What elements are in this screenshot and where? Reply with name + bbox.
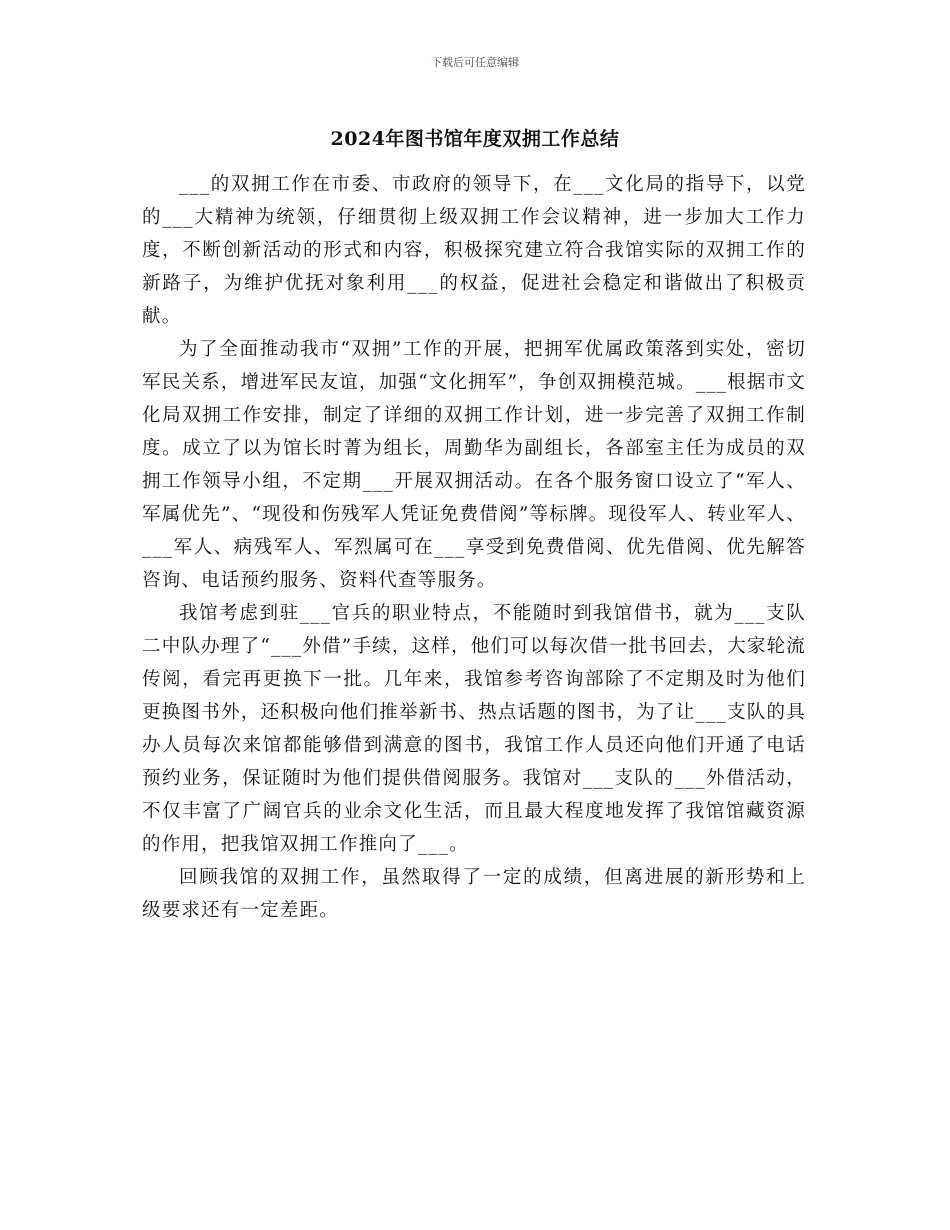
paragraph-3: 我馆考虑到驻___官兵的职业特点，不能随时到我馆借书，就为___支队二中队办理了“___外借”手续，这样，他们可以每次借一批书回去，大家轮流传阅，看完再更换下一批。几年来，我馆参考咨询部除了不定期及时为他们更换图书外，还积极向他们推举新书、热点话题的图书，为了让___支队的具办人员每次来馆都能够借到满意的图书，我馆工作人员还向他们开通了电话预约业务，保证随时为他们提供借阅服务。我馆对___支队的___外借活动，不仅丰富了广阔官兵的业余文化生活，而且最大程度地发挥了我馆馆藏资源的作用，把我馆双拥工作推向了___。	[142, 603, 806, 855]
header-note: 下载后可任意编辑	[431, 56, 519, 69]
document-body	[142, 168, 806, 927]
document-title: 2024年图书馆年度双拥工作总结	[330, 128, 620, 150]
paragraph-4: 回顾我馆的双拥工作，虽然取得了一定的成绩，但离进展的新形势和上级要求还有一定差距。	[142, 867, 806, 921]
paragraph-2: 为了全面推动我市“双拥”工作的开展，把拥军优属政策落到实处，密切军民关系，增进军民友谊，加强“文化拥军”，争创双拥模范城。___根据市文化局双拥工作安排，制定了详细的双拥工作计划，进一步完善了双拥工作制度。成立了以为馆长时菁为组长，周勤华为副组长，各部室主任为成员的双拥工作领导小组，不定期___开展双拥活动。在各个服务窗口设立了“军人、军属优先”、“现役和伤残军人凭证免费借阅”等标牌。现役军人、转业军人、___军人、病残军人、军烈属可在___享受到免费借阅、优先借阅、优先解答咨询、电话预约服务、资料代查等服务。	[142, 339, 806, 591]
paragraph-1: ___的双拥工作在市委、市政府的领导下，在___文化局的指导下，以党的___大精神为统领，仔细贯彻上级双拥工作会议精神，进一步加大工作力度，不断创新活动的形式和内容，积极探究建立符合我馆实际的双拥工作的新路子，为维护优抚对象利用___的权益，促进社会稳定和谐做出了积极贡献。	[142, 174, 806, 327]
